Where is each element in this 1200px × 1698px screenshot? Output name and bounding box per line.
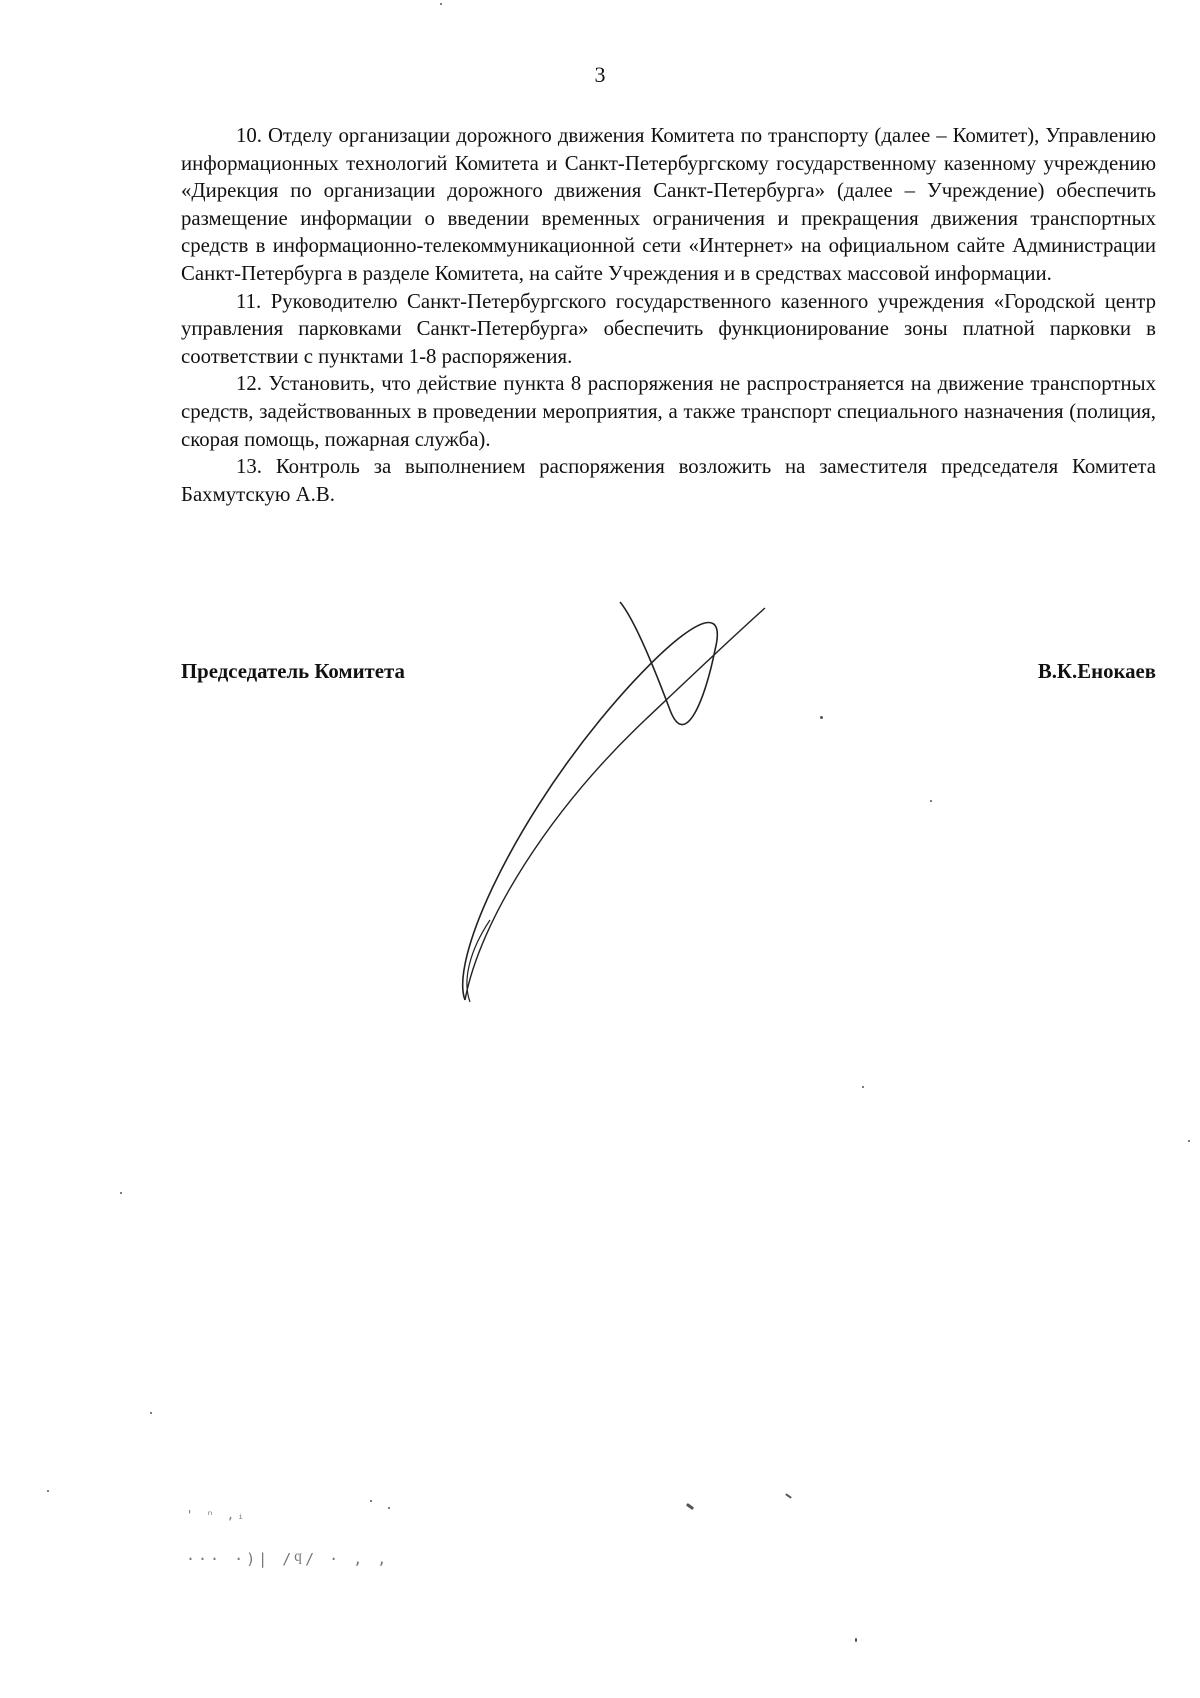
signatory-title: Председатель Комитета <box>181 660 405 683</box>
signatory-name: В.К.Енокаев <box>1037 660 1156 683</box>
scan-speck <box>440 3 442 5</box>
document-body <box>181 122 1156 508</box>
paragraph-13: 13. Контроль за выполнением распоряжения возложить на заместителя председателя Комитета Бахмутскую А.В. <box>181 455 1156 506</box>
scan-speck <box>150 1412 152 1414</box>
scan-speck <box>120 1192 122 1194</box>
scan-speck <box>686 1503 694 1510</box>
scan-speck <box>388 1507 390 1509</box>
paragraph-12: 12. Установить, что действие пункта 8 распоряжения не распространяется на движение транспортных средств, задействованных в проведении мероприятия, а также транспорт специального назначения (полиция, скорая помощь, пожарная служба). <box>181 372 1156 451</box>
faded-stamp-mark: ' ⁿ ‚ᵢ <box>186 1508 248 1522</box>
paragraph-11: 11. Руководителю Санкт-Петербургского государственного казенного учреждения «Городской центр управления парковками Санкт-Петербурга» обеспечить функционирование зоны платной парковки в соответствии с пунктами 1-8 распоряжения. <box>181 289 1156 368</box>
faded-stamp-mark: ··· ·)| /ϥ/ · ‚ ‚ <box>186 1550 390 1568</box>
page-number: 3 <box>594 62 606 87</box>
scan-speck <box>785 1493 792 1499</box>
scan-speck <box>1188 1140 1190 1142</box>
handwritten-signature <box>440 600 790 1060</box>
scan-speck <box>930 800 932 802</box>
scan-speck <box>820 716 823 719</box>
paragraph-10: 10. Отделу организации дорожного движения Комитета по транспорту (далее – Комитет), Управлению информационных технологий Комитета и Санкт-Петербургскому государственному казенному учреждению «Дирекция по организации дорожного движения Санкт-Петербурга» (далее – Учреждение) обеспечить размещение информации о введении временных ограничения и прекращения движения транспортных средств в информационно-телекоммуникационной сети «Интернет» на официальном сайте Администрации Санкт-Петербурга в разделе Комитета, на сайте Учреждения и в средствах массовой информации. <box>181 124 1156 285</box>
scan-speck <box>862 1086 864 1088</box>
scan-speck <box>370 1500 372 1502</box>
scan-speck <box>855 1638 857 1642</box>
scan-speck <box>47 1490 49 1492</box>
